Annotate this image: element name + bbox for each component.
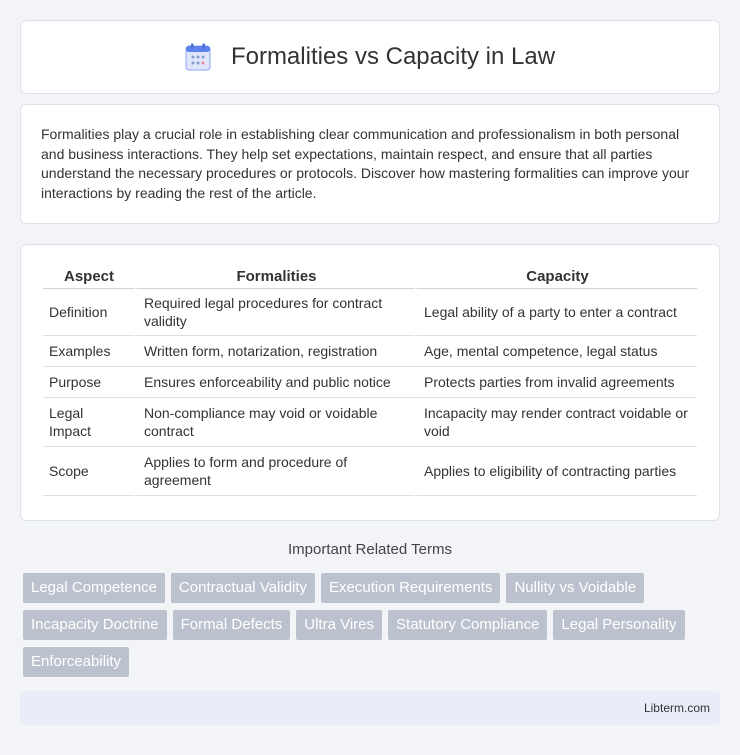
tag-statutory-compliance[interactable]: Statutory Compliance [388,610,547,640]
intro-paragraph: Formalities play a crucial role in establishing clear communication and professionalism in both personal and business interactions. They help set expectations, maintain respect, and ensure that all parties understand the necessary procedures or protocols. Discover how mastering formalities can improve your interactions by reading the rest of the article. [41,126,690,201]
table-row [43,367,697,398]
footer-site-link[interactable]: Libterm.com [643,701,710,715]
table-cell: Legal Impact [43,398,135,447]
footer [20,691,720,725]
tag-incapacity-doctrine[interactable]: Incapacity Doctrine [23,610,167,640]
page-title: Formalities vs Capacity in Law [230,43,556,70]
tag-legal-competence[interactable]: Legal Competence [23,573,165,603]
title-wrap [185,43,555,71]
comparison-table-card [20,244,720,521]
table-row [43,336,697,367]
header-formalities: Formalities [135,265,415,289]
tag-enforceability[interactable]: Enforceability [23,647,129,677]
table-cell: Protects parties from invalid agreements [415,367,697,398]
tag-ultra-vires[interactable]: Ultra Vires [296,610,382,640]
table-cell: Applies to form and procedure of agreement [135,447,415,496]
table-row [43,398,697,447]
header-aspect: Aspect [43,265,135,289]
table-cell: Written form, notarization, registration [135,336,415,367]
header-capacity: Capacity [415,265,697,289]
table-row [43,289,697,336]
table-cell: Age, mental competence, legal status [415,336,697,367]
header-card [20,20,720,94]
table-cell: Ensures enforceability and public notice [135,367,415,398]
tag-legal-personality[interactable]: Legal Personality [553,610,684,640]
tag-formal-defects[interactable]: Formal Defects [173,610,291,640]
table-cell: Legal ability of a party to enter a contract [415,289,697,336]
document-icon [185,43,211,71]
related-terms-title: Important Related Terms [288,541,452,558]
related-terms-list [23,573,723,677]
table-cell: Incapacity may render contract voidable or void [415,398,697,447]
table-cell: Applies to eligibility of contracting parties [415,447,697,496]
table-header-row [43,265,697,289]
intro-card [20,104,720,224]
table-cell: Scope [43,447,135,496]
table-row [43,447,697,496]
tag-execution-requirements[interactable]: Execution Requirements [321,573,500,603]
table-cell: Examples [43,336,135,367]
table-cell: Required legal procedures for contract validity [135,289,415,336]
table-cell: Non-compliance may void or voidable contract [135,398,415,447]
tag-nullity-vs-voidable[interactable]: Nullity vs Voidable [506,573,644,603]
table-cell: Purpose [43,367,135,398]
comparison-table [43,265,697,496]
table-cell: Definition [43,289,135,336]
tag-contractual-validity[interactable]: Contractual Validity [171,573,315,603]
